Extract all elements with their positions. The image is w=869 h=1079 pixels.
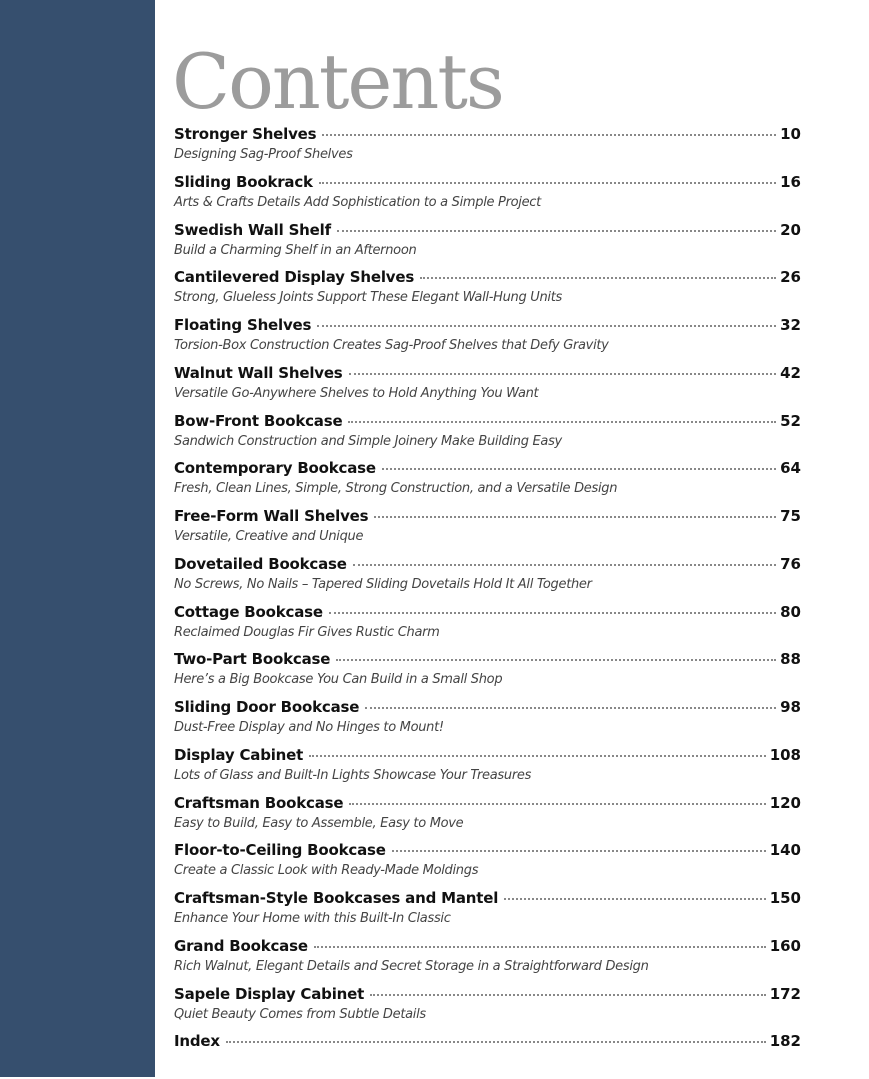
page-number: 64: [780, 459, 801, 478]
page-number: 16: [780, 172, 801, 191]
entry-title: Walnut Wall Shelves: [174, 363, 343, 382]
dot-leader: [504, 898, 766, 900]
toc-entry: [174, 745, 801, 793]
entry-subtitle: Build a Charming Shelf in an Afternoon: [174, 242, 417, 258]
page-number: 120: [769, 793, 801, 812]
entry-subtitle: Arts & Crafts Details Add Sophistication to a Simple Project: [174, 194, 541, 210]
dot-leader: [319, 182, 776, 184]
entry-subtitle: Versatile Go-Anywhere Shelves to Hold Anything You Want: [174, 385, 539, 401]
book-spine-band: [0, 0, 155, 1077]
entry-title: Cottage Bookcase: [174, 602, 323, 621]
entry-title: Craftsman Bookcase: [174, 793, 344, 812]
entry-title: Craftsman-Style Bookcases and Mantel: [174, 889, 499, 907]
toc-entry: [174, 554, 801, 602]
page-number: 32: [780, 316, 801, 334]
dot-leader: [336, 659, 776, 661]
table-of-contents: [174, 124, 801, 1079]
entry-title: Floating Shelves: [174, 316, 312, 334]
toc-entry: [174, 602, 801, 650]
entry-subtitle: Dust-Free Display and No Hinges to Mount!: [174, 720, 444, 735]
entry-subtitle: Strong, Glueless Joints Support These Elegant Wall-Hung Units: [174, 290, 562, 306]
entry-title: Cantilevered Display Shelves: [174, 268, 415, 287]
entry-title: Index: [174, 1032, 220, 1051]
page-number: 172: [769, 984, 801, 1003]
toc-entry-index: [174, 1031, 801, 1079]
entry-subtitle: Here’s a Big Bookcase You Can Build in a Small Shop: [174, 672, 503, 688]
page-number: 75: [780, 507, 801, 525]
dot-leader: [309, 755, 766, 757]
entry-subtitle: Rich Walnut, Elegant Details and Secret Storage in a Straightforward Design: [174, 958, 649, 974]
page-number: 10: [780, 125, 801, 143]
page-number: 76: [780, 554, 801, 573]
entry-title: Swedish Wall Shelf: [174, 220, 331, 239]
page-number: 98: [780, 698, 801, 716]
toc-entry: [174, 363, 801, 411]
page-title: Contents: [172, 37, 503, 126]
entry-subtitle: Quiet Beauty Comes from Subtle Details: [174, 1006, 426, 1022]
entry-title: Sapele Display Cabinet: [174, 984, 365, 1003]
toc-entry: [174, 220, 801, 268]
dot-leader: [226, 1041, 766, 1043]
entry-title: Sliding Bookrack: [174, 172, 313, 191]
entry-subtitle: Sandwich Construction and Simple Joinery Make Building Easy: [174, 433, 562, 449]
entry-title: Floor-to-Ceiling Bookcase: [174, 841, 386, 860]
entry-title: Grand Bookcase: [174, 936, 308, 955]
page-number: 160: [769, 936, 801, 955]
dot-leader: [349, 803, 765, 805]
page-number: 182: [769, 1032, 801, 1051]
entry-title: Bow-Front Bookcase: [174, 411, 343, 430]
entry-subtitle: Fresh, Clean Lines, Simple, Strong Construction, and a Versatile Design: [174, 481, 618, 497]
dot-leader: [349, 373, 777, 375]
page-number: 140: [769, 841, 801, 860]
dot-leader: [322, 134, 776, 136]
toc-entry: [174, 649, 801, 697]
entry-subtitle: Reclaimed Douglas Fir Gives Rustic Charm: [174, 624, 440, 640]
entry-subtitle: Create a Classic Look with Ready-Made Moldings: [174, 863, 479, 879]
entry-title: Contemporary Bookcase: [174, 459, 376, 478]
entry-title: Dovetailed Bookcase: [174, 554, 347, 573]
page-number: 26: [780, 268, 801, 287]
dot-leader: [337, 230, 776, 232]
page-number: 108: [769, 745, 801, 764]
toc-entry: [174, 124, 801, 172]
dot-leader: [374, 516, 776, 518]
toc-entry: [174, 793, 801, 841]
dot-leader: [329, 612, 776, 614]
dot-leader: [420, 277, 776, 279]
toc-entry: [174, 411, 801, 459]
page-number: 52: [780, 411, 801, 430]
page-number: 42: [780, 363, 801, 382]
toc-entry: [174, 984, 801, 1032]
dot-leader: [370, 994, 766, 996]
page-number: 20: [780, 220, 801, 239]
toc-entry: [174, 936, 801, 984]
entry-subtitle: Torsion-Box Construction Creates Sag-Proof Shelves that Defy Gravity: [174, 338, 609, 353]
entry-title: Free-Form Wall Shelves: [174, 507, 369, 525]
toc-entry: [174, 506, 801, 554]
entry-subtitle: Easy to Build, Easy to Assemble, Easy to Move: [174, 815, 464, 831]
dot-leader: [317, 325, 776, 327]
dot-leader: [382, 468, 776, 470]
entry-subtitle: Enhance Your Home with this Built-In Classic: [174, 911, 451, 926]
entry-subtitle: Designing Sag-Proof Shelves: [174, 147, 353, 162]
toc-entry: [174, 267, 801, 315]
entry-title: Stronger Shelves: [174, 125, 317, 143]
toc-entry: [174, 697, 801, 745]
page-number: 80: [780, 602, 801, 621]
toc-entry: [174, 315, 801, 363]
toc-entry: [174, 172, 801, 220]
entry-title: Display Cabinet: [174, 745, 304, 764]
toc-entry: [174, 888, 801, 936]
entry-subtitle: Lots of Glass and Built-In Lights Showcase Your Treasures: [174, 767, 532, 783]
dot-leader: [348, 421, 776, 423]
dot-leader: [353, 564, 776, 566]
toc-entry: [174, 840, 801, 888]
toc-entry: [174, 458, 801, 506]
entry-title: Two-Part Bookcase: [174, 650, 331, 669]
dot-leader: [392, 850, 766, 852]
page-number: 88: [780, 650, 801, 669]
entry-subtitle: No Screws, No Nails – Tapered Sliding Dovetails Hold It All Together: [174, 576, 592, 592]
entry-title: Sliding Door Bookcase: [174, 698, 360, 716]
dot-leader: [314, 946, 766, 948]
entry-subtitle: Versatile, Creative and Unique: [174, 529, 364, 544]
dot-leader: [365, 707, 776, 709]
page-number: 150: [769, 889, 801, 907]
